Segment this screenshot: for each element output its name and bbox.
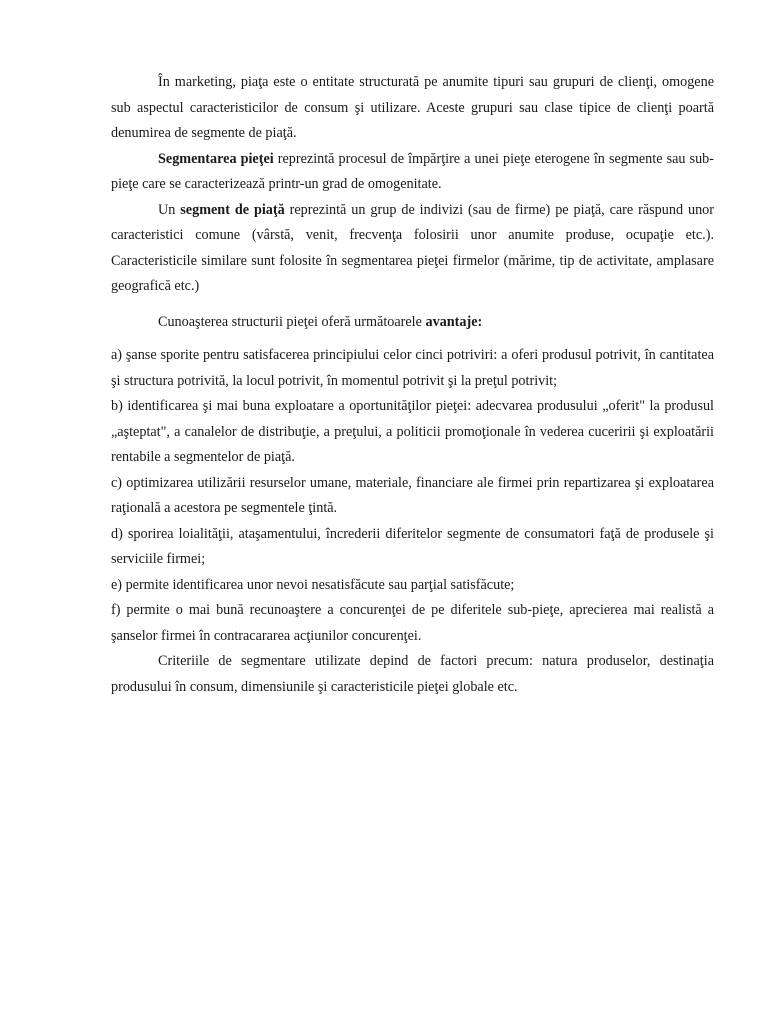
list-item: a) şanse sporite pentru satisfacerea principiului celor cinci potriviri: a oferi produsul potrivit, în cantitatea şi structura potrivită, la locul potrivit, în momentul potrivit şi la preţul potrivit; (111, 347, 714, 389)
paragraph-criteria: Criteriile de segmentare utilizate depind de factori precum: natura produselor, destinaţia produsului în consum, dimensiunile şi caracteristicile pieţei globale etc. (111, 653, 714, 695)
list-item: b) identificarea şi mai buna exploatare a oportunităţilor pieţei: adecvarea produsului „oferit" la produsul „aşteptat", a canalelor de distribuţie, a preţului, a politicii promoţionale în vederea cuceririi şi exploatării rentabile a segmentelor de piaţă. (111, 398, 714, 465)
advantages-lead: Cunoaşterea structurii pieţei oferă următoarele (158, 313, 426, 330)
term-advantages: avantaje: (425, 313, 483, 330)
paragraph-segmentation (111, 147, 714, 198)
segment-pre: Un (158, 201, 181, 218)
list-item: e) permite identificarea unor nevoi nesatisfăcute sau parţial satisfăcute; (111, 576, 515, 593)
paragraph-segment (111, 198, 714, 300)
segment-definition: reprezintă un grup de indivizi (sau de firme) pe piaţă, care răspund unor caracteristici comune (vârstă, venit, frecvenţa folosirii unor anumite produse, ocupaţie etc.). Caracteristicile similare sunt folosite în segmentarea pieţei firmelor (mărime, tip de activitate, amplasare geografică etc.) (111, 201, 714, 294)
term-segmentation: Segmentarea pieţei (158, 150, 274, 167)
list-item: d) sporirea loialităţii, ataşamentului, încrederii diferitelor segmente de consumatori faţă de produsele şi serviciile firmei; (111, 525, 714, 567)
list-item: f) permite o mai bună recunoaştere a concurenţei de pe diferitele sub-pieţe, aprecierea mai realistă a şanselor firmei în contracararea acţiunilor concurenţei. (111, 602, 714, 644)
document-body (111, 70, 714, 700)
segmentation-definition: reprezintă procesul de împărţire a unei pieţe eterogene în segmente sau sub-pieţe care se caracterizează printr-un grad de omogenitate. (111, 150, 714, 192)
paragraph-intro: În marketing, piaţa este o entitate structurată pe anumite tipuri sau grupuri de clienţi, omogene sub aspectul caracteristicilor de consum şi utilizare. Aceste grupuri sau clase tipice de clienţi poartă denumirea de segmente de piaţă. (111, 74, 714, 141)
advantages-list (111, 343, 714, 649)
paragraph-advantages-intro (111, 310, 714, 336)
term-segment: segment de piaţă (180, 201, 285, 218)
list-item: c) optimizarea utilizării resurselor umane, materiale, financiare ale firmei prin repartizarea şi exploatarea raţională a acestora pe segmentele ţintă. (111, 474, 714, 516)
